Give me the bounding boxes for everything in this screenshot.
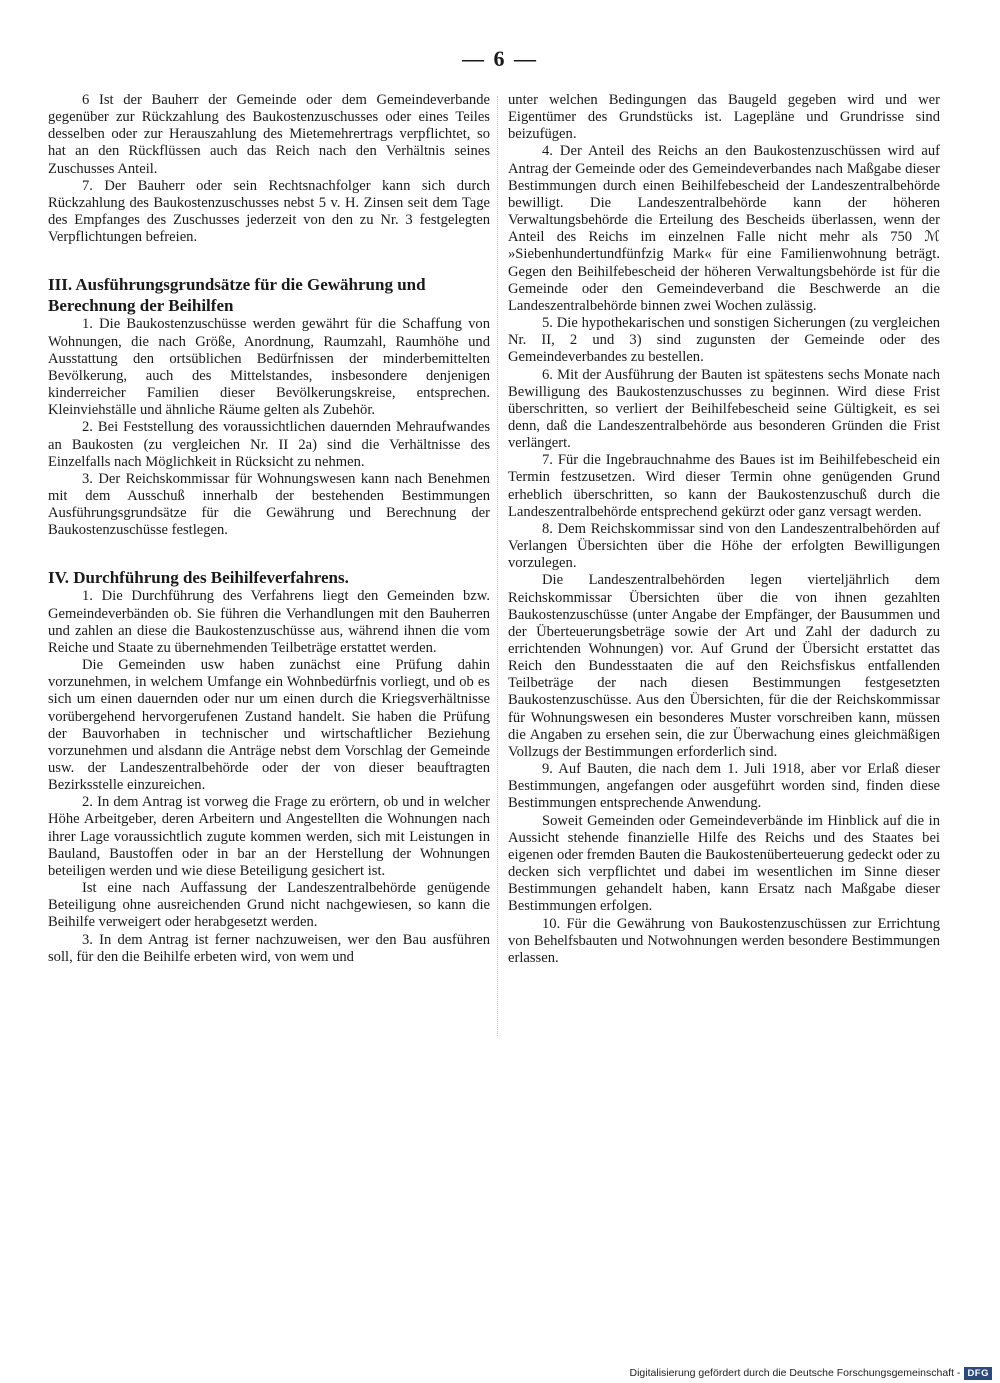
right-column bbox=[508, 92, 940, 967]
column-divider bbox=[497, 96, 498, 1036]
paragraph-6: 6 Ist der Bauherr der Gemeinde oder dem Gemeindeverbande gegenüber zur Rückzahlung des Baukostenzuschusses oder eines Teiles desselben oder zur Herauszahlung des Mietemehrertrags verpflichtet, so hat an den Rückflüssen auch das Reich nach den Verhältnis seines Zuschusses Anteil. bbox=[48, 92, 490, 177]
section-4-heading: IV. Durchführung des Beihilfeverfahrens. bbox=[48, 568, 349, 588]
section-4-item-6: 6. Mit der Ausführung der Bauten ist spätestens sechs Monate nach Bewilligung des Baukostenzuschusses zu beginnen. Wird diese Frist überschritten, so verliert der Beihilfebescheid seine Gültigkeit, es sei denn, daß die Landeszentralbehörde aus besonderen Gründen die Frist verlängert. bbox=[508, 366, 940, 452]
spacer bbox=[48, 246, 490, 274]
section-4-item-8-cont: Die Landeszentralbehörden legen vierteljährlich dem Reichskommissar Übersichten über die von ihnen gezahlten Baukostenzuschüsse (unter Angabe der Empfänger, der Bausummen und der Überteuerungsbeträge sowie der Art und Zahl der dadurch zu errichtenden Wohnungen) vor. Auf Grund der Übersicht erstattet das Reich den Bundesstaaten die auf den Reichsfiskus entfallenden Teilbeträge der nach diesen Bestimmungen festgesetzten Baukostenzuschüsse. Aus den Übersichten, für die der Reichskommissar für Wohnungswesen ein besonderes Muster vorschreiben kann, müssen die Angaben zu ersehen sein, die zur Überwachung eines gleichmäßigen Vollzugs der Bestimmungen erforderlich sind. bbox=[508, 572, 940, 760]
section-3-item-3: 3. Der Reichskommissar für Wohnungswesen kann nach Benehmen mit dem Ausschuß innerhalb der bestehenden Bestimmungen Ausführungsgrundsätze für die Gewährung und Berechnung der Baukostenzuschüsse festlegen. bbox=[48, 470, 490, 539]
page-number: — 6 — bbox=[462, 46, 538, 71]
section-4-item-8: 8. Dem Reichskommissar sind von den Landeszentralbehörden auf Verlangen Übersichten über die Höhe der erfolgten Bewilligungen vorzulegen. bbox=[508, 520, 940, 572]
section-4-item-1: 1. Die Durchführung des Verfahrens liegt den Gemeinden bzw. Gemeindeverbänden ob. Sie führen die Verhandlungen mit den Bauherren und zahlen an diese die Baukostenzuschüsse aus, während ihnen die vom Reiche und Staate zu übernehmenden Teilbeträge erstattet werden. bbox=[48, 588, 490, 656]
section-4-item-9-cont: Soweit Gemeinden oder Gemeindeverbände im Hinblick auf die in Aussicht stehende finanzielle Hilfe des Reichs und des Staates bei eigenen oder fremden Bauten die Baukostenüberteuerung gedeckt oder zu decken sich verpflichtet und dabei im wesentlichen im Sinne dieser Bestimmungen gehandelt haben, kann Ersatz nach Maßgabe dieser Bestimmungen erfolgen. bbox=[508, 812, 940, 915]
section-4-item-3-cont: unter welchen Bedingungen das Baugeld gegeben wird und wer Eigentümer des Grundstücks ist. Lagepläne und Grundrisse sind beizufügen. bbox=[508, 92, 940, 143]
digitization-credit bbox=[630, 1366, 992, 1380]
paragraph-7: 7. Der Bauherr oder sein Rechtsnachfolger kann sich durch Rückzahlung des Baukostenzuschusses nebst 5 v. H. Zinsen seit dem Tage des Empfanges des Zuschusses jederzeit von den zu Nr. 3 festgelegten Verpflichtungen befreien. bbox=[48, 177, 490, 246]
section-3-heading: III. Ausführungsgrundsätze für die Gewährung und Berechnung der Beihilfen bbox=[48, 275, 426, 316]
section-4-item-5: 5. Die hypothekarischen und sonstigen Sicherungen (zu vergleichen Nr. II, 2 und 3) sind zugunsten der Gemeinde oder des Gemeindeverbandes zu bestellen. bbox=[508, 315, 940, 366]
section-4-item-9: 9. Auf Bauten, die nach dem 1. Juli 1918, aber vor Erlaß dieser Bestimmungen, angefangen oder ausgeführt worden sind, finden diese Bestimmungen entsprechende Anwendung. bbox=[508, 761, 940, 812]
left-column bbox=[48, 92, 490, 966]
section-3-item-2: 2. Bei Feststellung des voraussichtlichen dauernden Mehraufwandes an Baukosten (zu vergleichen Nr. II 2a) sind die Verhältnisse des Einzelfalls nach Möglichkeit in Rücksicht zu nehmen. bbox=[48, 419, 490, 470]
section-4-item-7: 7. Für die Ingebrauchnahme des Baues ist im Beihilfebescheid ein Termin festzusetzen. Wird dieser Termin ohne genügenden Grund erheblich überschritten, so kann der Baukostenzuschuß durch die Landeszentralbehörde entsprechend gekürzt oder ganz versagt werden. bbox=[508, 452, 940, 520]
section-4-item-1-cont: Die Gemeinden usw haben zunächst eine Prüfung dahin vorzunehmen, in welchem Umfange ein Wohnbedürfnis vorliegt, und ob es sich um einen dauernden oder nur um einen durch die Kriegsverhältnisse vorübergehend hervorgerufenen Zustand handelt. Sie haben die Prüfung der Bauvorhaben in technischer und wirtschaftlicher Beziehung vorzunehmen und alsdann die Anträge nebst dem Vorschlag der Gemeinde usw. der Landeszentralbehörde oder der von dieser beauftragten Bezirksstelle einzureichen. bbox=[48, 657, 490, 794]
section-3-item-1: 1. Die Baukostenzuschüsse werden gewährt für die Schaffung von Wohnungen, die nach Größe, Anordnung, Raumzahl, Raumhöhe und Ausstattung den ortsüblichen Bedürfnissen der minderbemittelten Bevölkerung, auch des Mittelstandes, insbesondere denjenigen kinderreicher Familien dieser Bevölkerungskreise, entsprechen. Kleinviehställe und ähnliche Räume gelten als Zubehör. bbox=[48, 316, 490, 419]
section-4-item-3: 3. In dem Antrag ist ferner nachzuweisen, wer den Bau ausführen soll, für den die Beihilfe erbeten wird, von wem und bbox=[48, 931, 490, 965]
section-4-item-10: 10. Für die Gewährung von Baukostenzuschüssen zur Errichtung von Behelfsbauten und Notwohnungen werden besondere Bestimmungen erlassen. bbox=[508, 915, 940, 966]
section-4-item-2-cont: Ist eine nach Auffassung der Landeszentralbehörde genügende Beteiligung ohne ausreichenden Grund nicht nachgewiesen, so kann die Beihilfe verweigert oder herabgesetzt werden. bbox=[48, 880, 490, 931]
dfg-logo: DFG bbox=[964, 1367, 992, 1380]
section-4-item-2: 2. In dem Antrag ist vorweg die Frage zu erörtern, ob und in welcher Höhe Arbeitgeber, deren Arbeitern und Angestellten die Wohnungen nach ihrer Lage voraussichtlich zugute kommen werden, sich mit Leistungen in Bauland, Baustoffen oder in bar an der Herstellung der Wohnungen beteiligen werden und wie diese Beteiligung gesichert ist. bbox=[48, 794, 490, 879]
section-4-item-4: 4. Der Anteil des Reichs an den Baukostenzuschüssen wird auf Antrag der Gemeinde oder des Gemeindeverbandes nach Maßgabe dieser Bestimmungen durch einen Beihilfebescheid der Landeszentralbehörde bewilligt. Die Landeszentralbehörde kann der höheren Verwaltungsbehörde die Erteilung des Bescheids überlassen, wenn der Anteil des Reichs im einzelnen Falle nicht mehr als 750 ℳ »Siebenhundertundfünfzig Mark« für eine Familienwohnung beträgt. Gegen den Beihilfebescheid der höheren Verwaltungsbehörde ist für die Gemeinde oder den Gemeindeverband die Beschwerde an die Landeszentralbehörde binnen zwei Wochen zulässig. bbox=[508, 143, 940, 314]
credit-text: Digitalisierung gefördert durch die Deutsche Forschungsgemeinschaft - bbox=[629, 1367, 961, 1379]
spacer bbox=[48, 539, 490, 567]
